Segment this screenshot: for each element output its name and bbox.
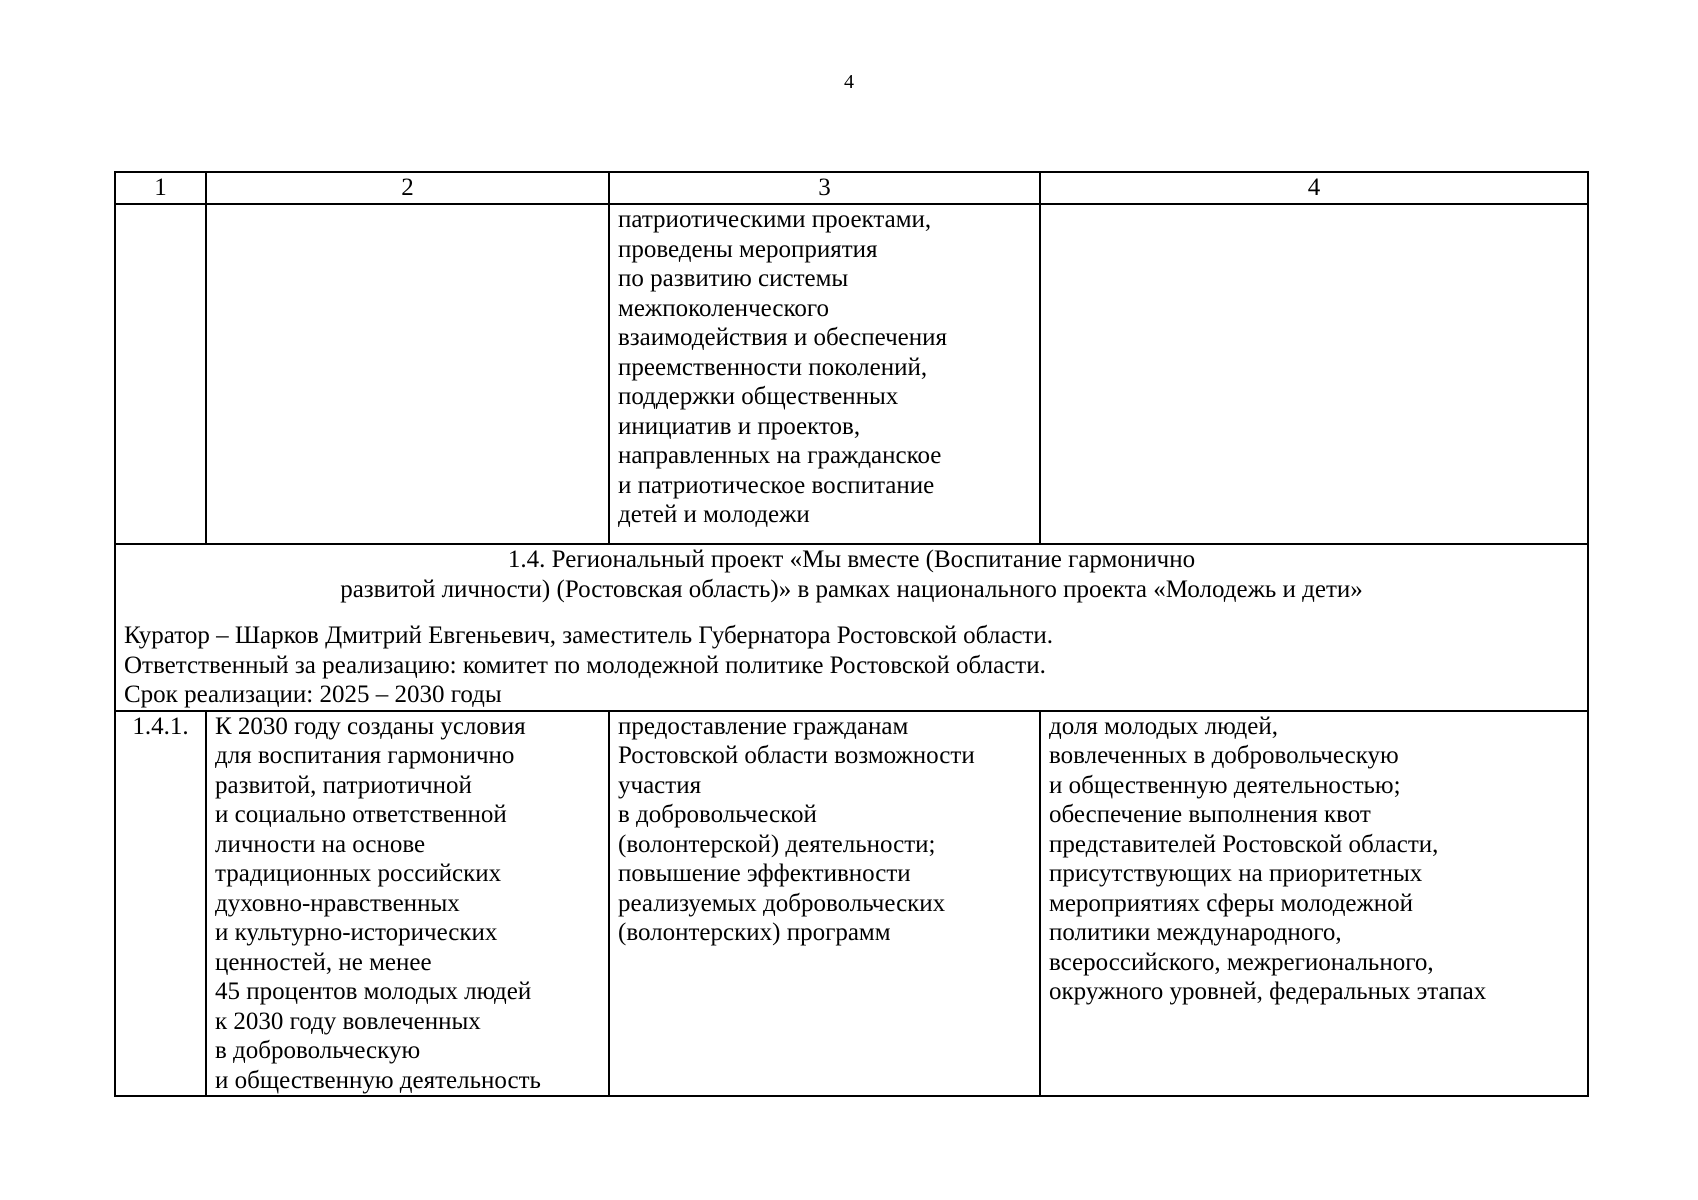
row-number-cell: 1.4.1. xyxy=(115,711,206,1097)
continuation-cell-4 xyxy=(1040,204,1588,544)
column-number-3: 3 xyxy=(609,172,1040,204)
measures-table xyxy=(114,171,1589,1097)
table-row-section-header xyxy=(115,544,1588,711)
section-header-cell xyxy=(115,544,1588,711)
table-row-1-4-1 xyxy=(115,711,1588,1097)
column-number-2: 2 xyxy=(206,172,609,204)
continuation-cell-2 xyxy=(206,204,609,544)
page-number: 4 xyxy=(844,71,854,93)
row-result-cell: предоставление гражданам Ростовской области возможности участия в добровольческой (волонтерской) деятельности; повышение эффективности реализуемых добровольческих (волонтерских) программ xyxy=(609,711,1040,1097)
section-info xyxy=(124,621,1579,710)
section-title: 1.4. Региональный проект «Мы вместе (Воспитание гармонично развитой личности) (Ростовская область)» в рамках национального проекта «Молодежь и дети» xyxy=(340,546,1363,603)
section-curator: Куратор – Шарков Дмитрий Евгеньевич, заместитель Губернатора Ростовской области. xyxy=(124,622,1053,649)
table-header-row xyxy=(115,172,1588,204)
section-term: Срок реализации: 2025 – 2030 годы xyxy=(124,681,502,708)
section-responsible: Ответственный за реализацию: комитет по молодежной политике Ростовской области. xyxy=(124,651,1046,679)
continuation-cell-1 xyxy=(115,204,206,544)
row-task-cell: К 2030 году созданы условия для воспитания гармонично развитой, патриотичной и социально ответственной личности на основе традиционных российских духовно-нравственных и культурно-исторических ценностей, не менее 45 процентов молодых людей к 2030 году вовлеченных в добровольческую и общественную деятельность xyxy=(206,711,609,1097)
column-number-4: 4 xyxy=(1040,172,1588,204)
row-indicator-cell: доля молодых людей, вовлеченных в добровольческую и общественную деятельностью; обеспечение выполнения квот представителей Ростовской области, присутствующих на приоритетных мероприятиях сферы молодежной политики международного, всероссийского, межрегионального, окружного уровней, федеральных этапах xyxy=(1040,711,1588,1097)
column-number-1: 1 xyxy=(115,172,206,204)
table-row-continuation xyxy=(115,204,1588,544)
continuation-cell-3: патриотическими проектами, проведены мероприятия по развитию системы межпоколенческого взаимодействия и обеспечения преемственности поколений, поддержки общественных инициатив и проектов, направленных на гражданское и патриотическое воспитание детей и молодежи xyxy=(609,204,1040,544)
